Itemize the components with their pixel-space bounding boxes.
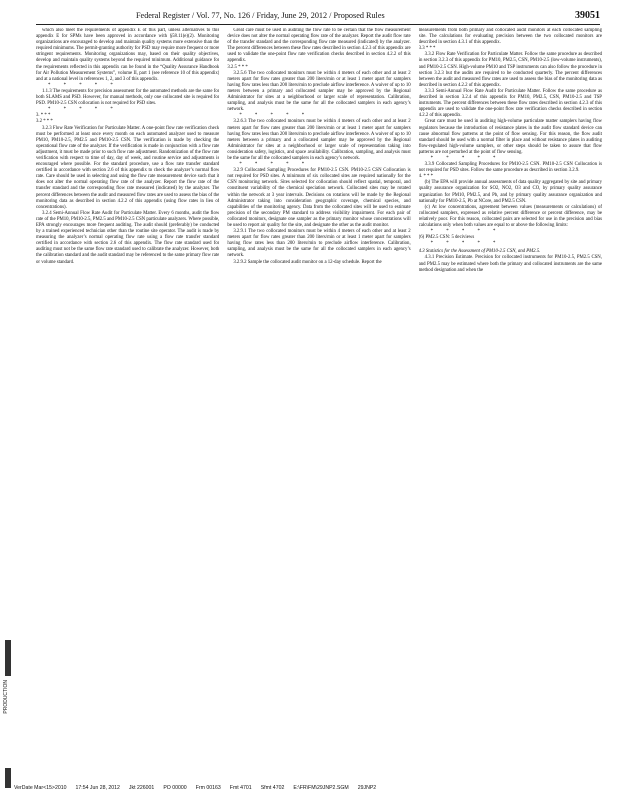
footer-field: PO 00000 xyxy=(163,785,187,791)
paragraph: 3. * * * xyxy=(36,113,51,119)
section-break: * * * * * xyxy=(239,113,311,119)
paragraph: 3.2 * * * xyxy=(36,119,53,125)
footer-field: Frm 00163 xyxy=(195,785,221,791)
column-3 xyxy=(419,28,602,776)
section-break: * * * * * xyxy=(48,82,119,88)
paragraph: 3.2.3 Flow Rate Verification for Particulate Matter. A one-point flow rate verification check must be performed at least once every month on each automated analyzer used to measure PM10, PM10-2.5, PM2.5 and PM10-2.5 CSN. The verification is made by checking the operational flow rate of the analyzer. If the verification is made in conjunction with a flow rate adjustment, it must be made prior to such flow rate adjustment. Randomization of the flow rate verification with respect to time of day, day of week, and routine service and adjustments is encouraged where possible. For the standard procedure, use a flow rate transfer standard certified in accordance with section 2.6 of this appendix to check the analyzer’s normal flow rate. Care should be used in selecting and using the flow rate measurement device such that it does not alter the normal operating flow rate of the analyzer. Report the flow rate of the transfer standard and the corresponding flow rate measured (indicated) by the analyzer. The percent differences between the audit and measured flow rates are used to assess the bias of the monitoring data as described in section 4.2.2 of this appendix (using flow rates in lieu of concentrations). xyxy=(36,125,220,210)
paragraph: 4. * * * xyxy=(418,174,434,180)
margin-bar xyxy=(5,768,11,788)
paragraph: which also meet the requirements of appendix E of this part, unless alternatives to this appendix E for SPMs have been approved in accordance with §58.11(e)(2). Monitoring organizations are encouraged to develop and maintain quality systems more extensive than the required minimums. The permit-granting authority for PSD may require more frequent or more stringent requirements. Monitoring organizations may, based on their quality objectives, develop and maintain quality systems beyond the required minimum. Additional guidance for the requirements reflected in this appendix can be found in the “Quality Assurance Handbook for Air Pollution Measurement Systems”, volume II, part 1 (see reference 10 of this appendix) and at a national level in references 1, 2, and 3 of this appendix. xyxy=(36,28,220,82)
section-break: * * * * * xyxy=(239,162,311,168)
paragraph: 3.3.3 Semi-Annual Flow Rate Audit for Particulate Matter. Follow the same procedure as described in section 3.2.4 of this appendix for PM10, PM2.5, CSN, PM10-2.5 and TSP instruments. The percent differences between these flow rates described in section 4.2.3 of this appendix are used to validate the one-point flow rate verification checks described in section 4.2.2 of this appendix. xyxy=(418,88,602,119)
running-head: Federal Register / Vol. 77, No. 126 / Friday, June 29, 2012 / Proposed Rules xyxy=(136,11,385,20)
footer-field: 17:54 Jun 28, 2012 xyxy=(75,785,120,791)
margin-bar xyxy=(5,640,11,676)
paragraph: 3.2.9.2 Sample the collocated audit monitor on a 12-day schedule. Report the xyxy=(233,259,382,265)
paragraph: 3.2.6.3 The two collocated monitors must be within 4 meters of each other and at least 2 meters apart for flow rates greater than 200 liters/min or at least 1 meter apart for samplers having flow rates less than 200 liters/min to preclude airflow interference. A waiver of up to 10 meters between a primary and a collocated sampler may be approved by the Regional Administrator for sites at a neighborhood or larger scale of representation taking into consideration safety, logistics, and space availability. Calibration, sampling, and analysis must be the same for all the collocated samplers in each agency’s network. xyxy=(227,119,411,161)
paragraph: (b) The EPA will provide annual assessments of data quality aggregated by site and primary quality assurance organization for SO2, NO2, O3 and CO, by primary quality assurance organization for PM10, PM2.5, and Pb, and by primary quality assurance organization and nationally for PM10-2.5, Pb at NCore, and PM2.5 CSN. xyxy=(418,180,602,204)
footer-field: Sfmt 4702 xyxy=(260,785,285,791)
margin-vertical-text: PRODUCTION xyxy=(3,680,9,714)
section-break: * * * * * xyxy=(430,229,502,235)
section-break: * * * * * xyxy=(430,155,502,161)
footer-field: 29JNP2 xyxy=(357,785,377,791)
section-break: * * * * * xyxy=(48,107,119,113)
footer-field: Jkt 226001 xyxy=(128,785,155,791)
section-break: * * * * * xyxy=(430,241,502,247)
paragraph: (c) At low concentrations, agreement between values (measurements or calculations) of collocated samplers, expressed as relative percent difference or percent difference, may be relatively poor. For this reason, collocated pairs are selected for use in the precision and bias calculations only when both values are equal to or above the following limits: xyxy=(418,204,602,228)
paragraph: 4.3.1 Precision Estimate. Precision for collocated instruments for PM10-2.5, PM2.5 CSN, and PM2.5 may be estimated where both the primary and collocated instruments are the same method designation and when the xyxy=(418,255,602,273)
paragraph: 4.3 Statistics for the Assessment of PM10-2.5 CSN, and PM2.5. xyxy=(418,249,541,255)
header-rule xyxy=(36,24,600,25)
paragraph: 1.1.3 The requirements for precision assessment for the automated methods are the same for both SLAMS and PSD. However, for manual methods, only one collocated site is required for PSD. PM10-2.5 CSN collocation is not required for PSD sites. xyxy=(36,88,220,107)
paragraph: 3.3.9 Collocated Sampling Procedures for PM10-2.5 CSN. PM10-2.5 CSN Collocation is not required for PSD sites. Follow the same procedure as described in section 3.2.9. xyxy=(418,162,602,174)
paragraph: 3.2.5.6 The two collocated monitors must be within 4 meters of each other and at least 2 meters apart for flow rates greater than 200 liters/min or at least 1 meter apart for samplers having flow rates less than 200 liters/min to preclude airflow interference. A waiver of up to 10 meters between a primary and collocated sampler may be approved by the Regional Administrator for sites at a neighborhood or larger scale of representation. Calibration, sampling, and analysis must be the same for all the collocated samplers in each agency’s network. xyxy=(227,70,411,113)
footer-field: E:\FR\FM\29JNP2.SGM xyxy=(293,785,349,791)
page-number: 39051 xyxy=(575,10,600,21)
footer-field: VerDate Mar<15>2010 xyxy=(14,785,67,791)
paragraph: 3.3.2 Flow Rate Verification for Particulate Matter. Follow the same procedure as described in section 3.2.3 of this appendix for PM10, PM2.5, CSN, PM10-2.5 (low-volume instruments), and PM10-2.5 CSN. High-volume PM10 and TSP instruments can also follow the procedure in section 3.2.3 but the audits are required to be conducted quarterly. The percent differences between the audit and measured flow rates are used to assess the bias of the monitoring data as described in section 4.2.2 of this appendix. xyxy=(418,52,602,88)
column-1 xyxy=(36,28,219,776)
paragraph: Great care must be used in auditing the flow rate to be certain that the flow measurement device does not alter the normal operating flow rate of the analyzer. Report the audit flow rate of the transfer standard and the corresponding flow rate measured (indicated) by the analyzer. The percent differences between these flow rates described in section 4.2.3 of this appendix are used to validate the one-point flow rate verification checks described in section 4.2.2 of this appendix. xyxy=(227,28,411,64)
paragraph: 3.2.9 Collocated Sampling Procedures for PM10-2.5 CSN. PM10-2.5 CSN Collocation is not required for PSD sites. A minimum of six collocated sites are required nationally for the CSN monitoring network. Sites selected for collocation should reflect spatial, temporal, and constituent variability of the chemical speciation network. Collocated sites may be rotated within the network at 3 year intervals. Decisions on rotations will be made by the Regional Administrator taking into consideration geographic coverage, chemical species, and capabilities of the monitoring agency. Data from the collocated sites will be used to estimate precision of the secondary PM standard to address visibility impairment. For each pair of collocated monitors, designate one sampler as the primary monitor whose concentrations will be used to report air quality for the site, and designate the other as the audit monitor. xyxy=(227,168,411,228)
column-2 xyxy=(227,28,410,776)
paragraph: measurements from both primary and collocated audit monitors at each collocated sampling site. The calculations for evaluating precision between the two collocated monitors are described in section 4.3.1 of this appendix. xyxy=(418,28,602,46)
page-header xyxy=(36,8,600,24)
paragraph: (6) PM2.5 CSN: 5 deciviews xyxy=(418,235,475,241)
footer-field: Fmt 4701 xyxy=(229,785,252,791)
paragraph: Great care must be used in auditing high-volume particulate matter samplers having flow regulators because the introduction of resistance plates in the audit flow standard device can cause abnormal flow patterns at the point of flow sensing. For this reason, the flow audit standard should be used with a normal filter in place and without resistance plates in auditing flow-regulated high-volume samplers, or other steps should be taken to assure that flow patterns are not perturbed at the point of flow sensing. xyxy=(418,119,602,155)
margin-strip xyxy=(3,0,13,800)
paragraph: 3.3 * * * xyxy=(418,46,436,52)
paragraph: 3.2.4 Semi-Annual Flow Rate Audit for Particulate Matter. Every 6 months, audit the flow rate of the PM10, PM10-2.5, PM2.5 and PM10-2.5 CSN particulate analyzers. Where possible, EPA strongly encourages more frequent auditing. The audit should (preferably) be conducted by a trained experienced technician other than the routine site operator. The audit is made by measuring the analyzer’s normal operating flow rate using a flow rate transfer standard certified in accordance with section 2.6 of this appendix. The flow rate standard used for auditing must not be the same flow rate standard used to calibrate the analyzer. However, both the calibration standard and the audit standard may be referenced to the same primary flow rate or volume standard. xyxy=(36,210,220,265)
paragraph: 3.2.5 * * * xyxy=(227,64,248,70)
paragraph: 3.2.9.1 The two collocated monitors must be within 4 meters of each other and at least 2 meters apart for flow rates greater than 200 liters/min or at least 1 meter apart for samplers having flow rates less than 200 liters/min to preclude airflow interference. Calibration, sampling, and analysis must be the same for all the collocated samplers in each agency’s network. xyxy=(227,229,411,259)
page-footer xyxy=(14,783,600,793)
text-columns xyxy=(36,28,602,776)
